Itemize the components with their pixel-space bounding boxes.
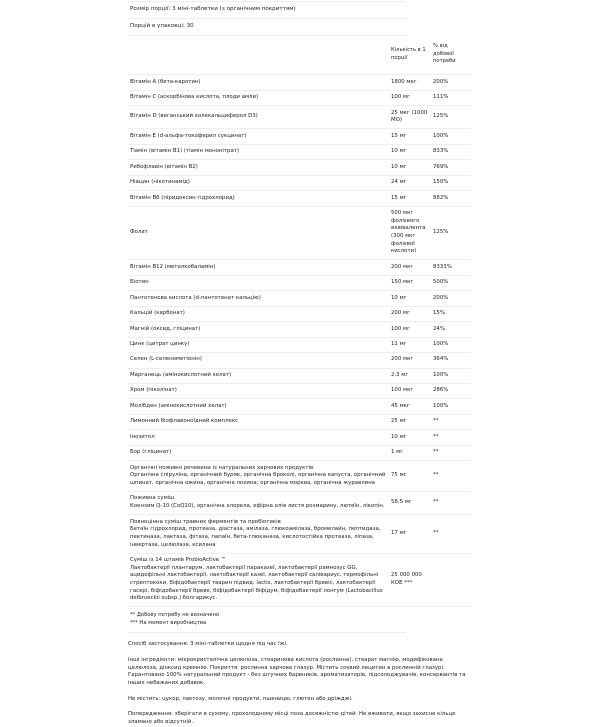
footnote: ** Добову потребу не визначено (130, 612, 220, 619)
blend-daily-value: ** (431, 515, 471, 553)
other-ingredients-label: Інші інгредієнти: (128, 656, 177, 663)
table-row (128, 206, 471, 260)
supplement-facts (128, 0, 473, 727)
nutrient-name: Біотин (128, 275, 389, 290)
blend-daily-value: ** (431, 461, 471, 492)
table-row (128, 106, 471, 129)
nutrient-daily-value: 769% (431, 160, 471, 175)
header-name (128, 36, 389, 75)
nutrient-daily-value: ** (431, 414, 471, 429)
nutrient-daily-value: 100% (431, 368, 471, 383)
nutrient-amount: 500 мкг фолієвого еквівалента (300 мкг фолієвої кислоти) (389, 206, 431, 260)
nutrient-name: Вітамін B6 (піридоксин гідрохлорид) (128, 191, 389, 206)
table-row (128, 414, 471, 429)
table-row (128, 75, 471, 90)
nutrient-amount: 100 мг (389, 322, 431, 337)
nutrient-amount: 11 мг (389, 337, 431, 352)
nutrient-name: Молібден (амінокислотний хелат) (128, 399, 389, 414)
blend-name (128, 492, 389, 515)
blend-description: Органічна спіруліна, органічний буряк, органічна броколі, органічна капуста, органічний шпинат, органічна ожина, органічна лохина, органічна морква, органічна журавлина (130, 472, 386, 486)
blend-title: Суміш із 14 штамів ProbioActive ™ (130, 557, 227, 564)
nutrient-name: Ніацин (нікотинамід) (128, 175, 389, 190)
table-row (128, 306, 471, 321)
table-row (128, 191, 471, 206)
servings-per-container-label: Порцій в упаковці: (130, 22, 185, 29)
nutrient-daily-value: 364% (431, 353, 471, 368)
other-ingredients-paragraph (128, 649, 473, 688)
nutrient-name: Інозитол (128, 430, 389, 445)
table-row (128, 291, 471, 306)
nutrient-name: Вітамін C (аскорбінова кислота, плоди амли) (128, 90, 389, 105)
blend-description: Бетаїн гідрохлорид, протеаза, діастаза, амілаза, глюкоамілаза, бромелайн, пептидаза, пектиназа, лактаза, фітаза, папаїн, бета-глюканаза, кислотостійка протеаза, ліпаза, інвертаза, целюлаза, ксилана (130, 526, 381, 548)
blend-row (128, 553, 471, 607)
blend-name (128, 553, 389, 607)
nutrient-name: Лимонний біофлавоноїдний комплекс (128, 414, 389, 429)
nutrient-daily-value: 125% (431, 106, 471, 129)
table-row (128, 322, 471, 337)
nutrient-name: Кальцій (карбонат) (128, 306, 389, 321)
nutrient-name: Вітамін D (веганський холекальциферол D3) (128, 106, 389, 129)
table-row (128, 337, 471, 352)
serving-size-label: Розмір порції: (130, 6, 171, 12)
usage-text: 3 міні-таблетки щодня під час їжі. (190, 641, 288, 648)
blend-title: Органічні поживні речовини із натуральних харчових продуктів (130, 464, 314, 471)
table-row (128, 160, 471, 175)
nutrient-amount: 10 мг (389, 144, 431, 159)
nutrient-amount: 45 мкг (389, 399, 431, 414)
nutrient-amount: 25 мг (389, 414, 431, 429)
blend-amount: 58,5 мг (389, 492, 431, 515)
nutrient-amount: 100 мкг (389, 384, 431, 399)
nutrient-daily-value: 200% (431, 291, 471, 306)
nutrient-daily-value: 882% (431, 191, 471, 206)
table-row (128, 353, 471, 368)
nutrient-amount: 200 мкг (389, 260, 431, 275)
nutrient-name: Рибофлавін (вітамін B2) (128, 160, 389, 175)
nutrient-name: Селен (L-селенометіонін) (128, 353, 389, 368)
warning-paragraph (128, 703, 473, 726)
nutrient-amount: 25 мкг (1000 МО) (389, 106, 431, 129)
blend-daily-value (431, 553, 471, 607)
nutrient-name: Марганець (амінокислотний хелат) (128, 368, 389, 383)
nutrient-amount: 200 мкг (389, 353, 431, 368)
nutrient-amount: 200 мг (389, 306, 431, 321)
nutrient-name: Фолат (128, 206, 389, 260)
table-row (128, 430, 471, 445)
nutrient-daily-value: ** (431, 430, 471, 445)
does-not-contain-text: цукор, лактозу, молочні продукти, пшеницю, глютен або дріжджі. (162, 695, 353, 702)
nutrient-name: Тіамін (вітамін B1) (тіамін мононітрат) (128, 144, 389, 159)
nutrient-name: Хром (піколінат) (128, 384, 389, 399)
blend-amount: 25 000 000 КОЕ *** (389, 553, 431, 607)
blend-amount: 75 мг (389, 461, 431, 492)
table-row (128, 399, 471, 414)
serving-size-row (128, 2, 406, 19)
blend-row (128, 515, 471, 553)
does-not-contain-paragraph (128, 688, 473, 704)
nutrient-name: Цинк (цитрат цинку) (128, 337, 389, 352)
blend-name (128, 461, 389, 492)
table-row (128, 129, 471, 144)
nutrient-daily-value: 111% (431, 90, 471, 105)
warning-label: Попередження: (128, 711, 173, 718)
nutrient-name: Вітамін E (d-альфа-токоферил сукцинат) (128, 129, 389, 144)
nutrient-daily-value: 833% (431, 144, 471, 159)
table-row (128, 275, 471, 290)
nutrient-daily-value: 200% (431, 75, 471, 90)
nutrient-amount: 10 мг (389, 291, 431, 306)
blend-title: Повноцінна суміш травних ферментів та пробіотиків (130, 518, 281, 525)
servings-per-container-row (128, 19, 406, 36)
nutrient-name: Бор (гліцинат) (128, 445, 389, 460)
table-row (128, 90, 471, 105)
nutrient-amount: 15 мг (389, 129, 431, 144)
nutrient-name: Магній (оксид, гліцинат) (128, 322, 389, 337)
nutrient-daily-value: 286% (431, 384, 471, 399)
nutrient-amount: 100 мг (389, 90, 431, 105)
nutrient-daily-value: ** (431, 445, 471, 460)
nutrient-name: Пантотенова кислота (d-пантотенат кальцію) (128, 291, 389, 306)
footnotes (128, 607, 406, 633)
nutrient-daily-value: 24% (431, 322, 471, 337)
warning-text: зберігати в сухому, прохолодному місці поза досяжністю дітей. Не вживати, якщо захисне кільце зламано або відсутній. (128, 711, 456, 725)
nutrient-amount: 2,3 мг (389, 368, 431, 383)
nutrient-amount: 15 мг (389, 191, 431, 206)
blend-title: Поживна суміш (130, 495, 175, 502)
nutrient-amount: 24 мг (389, 175, 431, 190)
nutrient-daily-value: 100% (431, 129, 471, 144)
nutrient-daily-value: 100% (431, 337, 471, 352)
blend-row (128, 461, 471, 492)
footnote: *** На момент виробництва (130, 619, 207, 626)
nutrient-daily-value: 125% (431, 206, 471, 260)
nutrient-name: Вітамін A (бета-каротин) (128, 75, 389, 90)
table-row (128, 175, 471, 190)
nutrient-amount: 150 мкг (389, 275, 431, 290)
servings-per-container-value: 30 (186, 22, 194, 29)
nutrient-amount: 10 мг (389, 160, 431, 175)
table-row (128, 368, 471, 383)
serving-size-value: 3 міні-таблетки (з органічним покриттям) (172, 6, 296, 12)
usage-label: Спосіб застосування: (128, 641, 189, 648)
header-amount: Кількість в 1 порції (389, 36, 431, 75)
table-header-row (128, 36, 471, 75)
nutrient-daily-value: 15% (431, 306, 471, 321)
table-row (128, 144, 471, 159)
blend-name (128, 515, 389, 553)
usage-paragraph (128, 633, 473, 649)
header-daily-value: % від добової потреби (431, 36, 471, 75)
does-not-contain-label: Не містить: (128, 695, 161, 702)
nutrient-amount: 1800 мкг (389, 75, 431, 90)
blend-description: Коензим Q-10 (CoQ10), органічна хлорела, ефірна олія листя розмарину, лютеїн, лікопін. (130, 503, 385, 510)
nutrient-amount: 10 мг (389, 430, 431, 445)
nutrient-amount: 1 мг (389, 445, 431, 460)
blend-description: Лактобактерії плантарум, лактобактерії параказеї, лактобактерії рамнозус GG, ацидофільні лактобактерії, лактобактерії казеї, лактобактерії салівариус, термофільні стрептококи, біфідобактерії тварин підвид. lactis, лактобактерії бревіс, лактобактерії гасері, біфідобактерії бреве, біфідобактерії біфідум, біфідобактерії лонгум (Lactobacillus delbrueckii subsp.) болгарикус. (130, 564, 383, 602)
blend-daily-value: ** (431, 492, 471, 515)
table-row (128, 445, 471, 460)
table-row (128, 260, 471, 275)
nutrient-name: Вітамін B12 (метилкобаламін) (128, 260, 389, 275)
nutrient-daily-value: 150% (431, 175, 471, 190)
nutrient-daily-value: 500% (431, 275, 471, 290)
nutrients-table (128, 36, 471, 608)
table-row (128, 384, 471, 399)
nutrient-daily-value: 8333% (431, 260, 471, 275)
other-ingredients-text: мікрокристалічна целюлоза, стеаринова кислота (рослинна), стеарат магнію, модифікована целюлоза, діоксид кремнію. Покриття: рослинна харчова глазур. Містить соєвий лецитин в рослинній глазурі. Гарантовано 100% натуральний продукт - без штучних барвників, ароматизаторів, підсолоджувачів, консервантів та інших небажаних добавок. (128, 656, 466, 686)
nutrient-daily-value: 100% (431, 399, 471, 414)
blend-row (128, 492, 471, 515)
blend-amount: 17 мг (389, 515, 431, 553)
